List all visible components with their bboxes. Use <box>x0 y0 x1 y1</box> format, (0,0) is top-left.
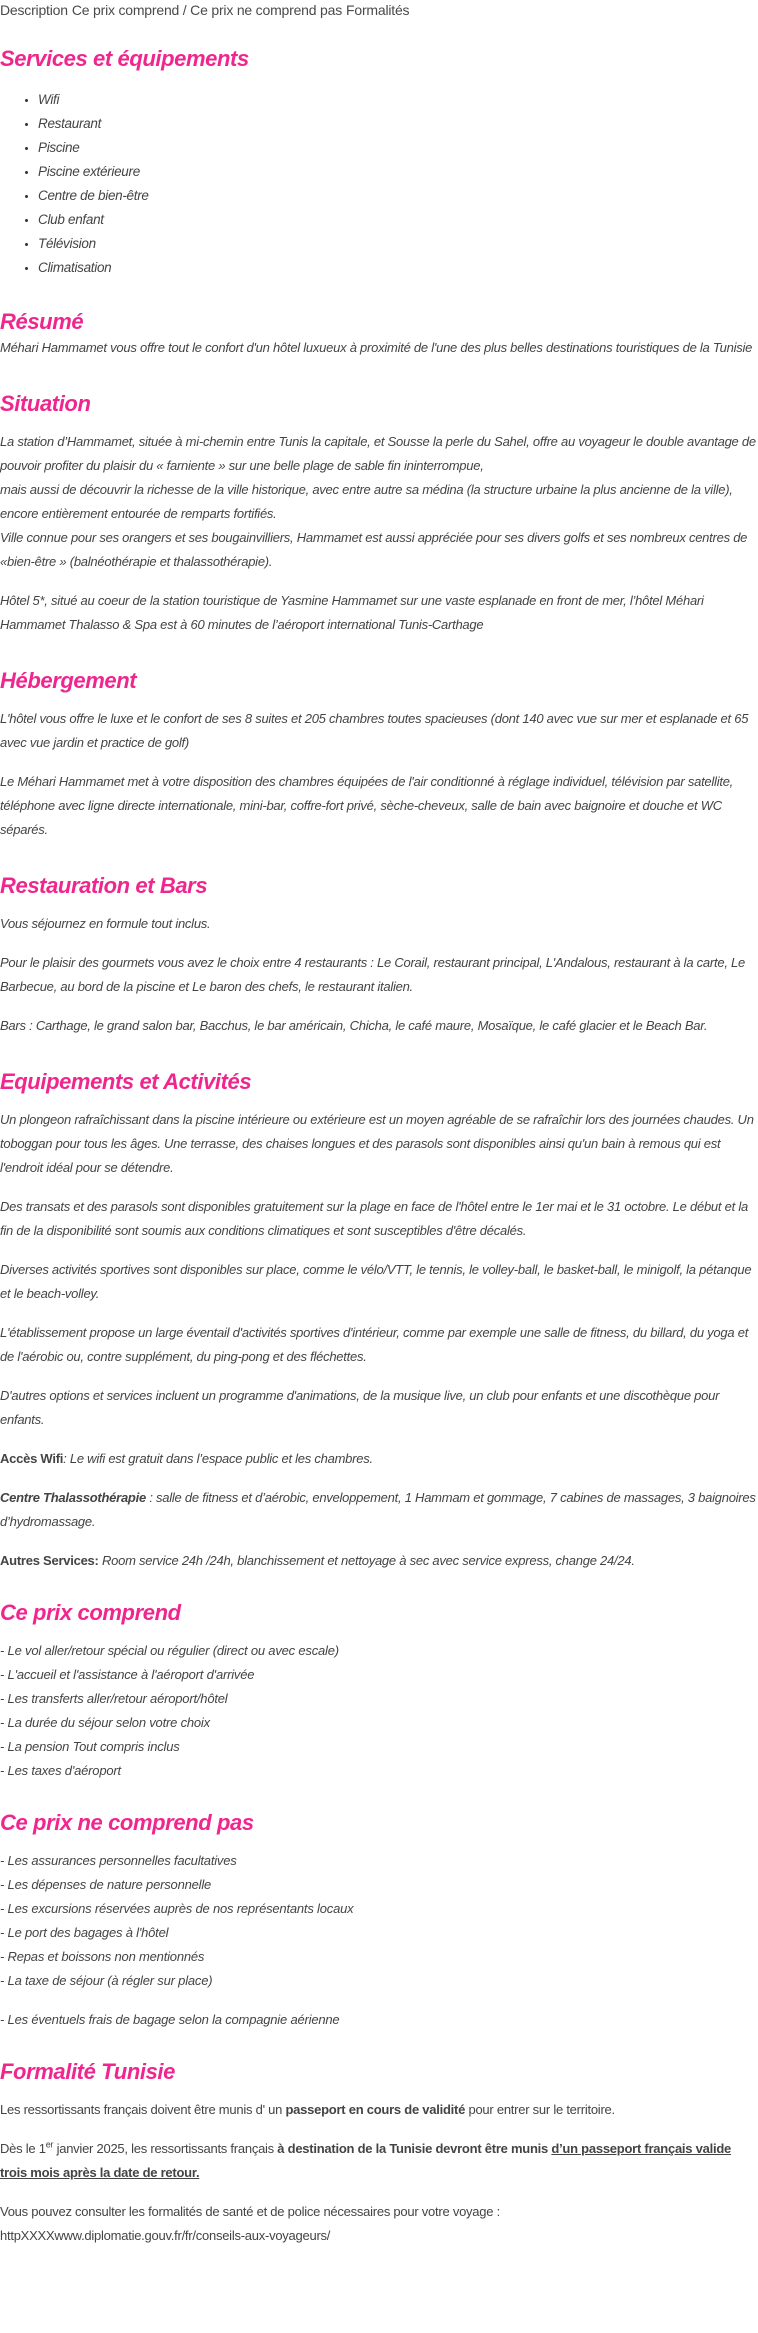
formalite-2025-paragraph: Dès le 1er janvier 2025, les ressortissants français à destination de la Tunisie devront être munis d’un passeport français valide trois mois après la date de retour. <box>0 2139 731 2180</box>
hebergement-paragraph: L'hôtel vous offre le luxe et le confort de ses 8 suites et 205 chambres toutes spacieuses (dont 140 avec vue sur mer et esplanade et 65 avec vue jardin et practice de golf) <box>0 711 749 750</box>
list-item: - Les excursions réservées auprès de nos représentants locaux <box>0 1901 354 1916</box>
restauration-title: Restauration et Bars <box>0 873 208 898</box>
top-nav <box>0 0 756 20</box>
resume-title: Résumé <box>0 309 84 334</box>
service-item: • Piscine extérieure <box>38 160 756 184</box>
restauration-paragraph: Bars : Carthage, le grand salon bar, Bacchus, le bar américain, Chicha, le café maure, Mosaïque, le café glacier et le Beach Bar. <box>0 1018 708 1033</box>
list-item: - L'accueil et l'assistance à l'aéroport d'arrivée <box>0 1667 255 1682</box>
situation-paragraph: La station d’Hammamet, située à mi-chemin entre Tunis la capitale, et Sousse la perle du Sahel, offre au voyageur le double avantage de pouvoir profiter du plaisir du « farniente » sur une belle plage de sable fin ininterrompue, mais aussi de découvrir la richesse de la ville historique, avec entre autre sa médina (la structure urbaine la plus ancienne de la ville), encore entièrement entourée de remparts fortifiés. Ville connue pour ses orangers et ses bougainvilliers, Hammamet est aussi appréciée pour ses divers golfs et ses nombreux centres de «bien-être » (balnéothérapie et thalassothérapie). <box>0 434 756 569</box>
service-item: • Centre de bien-être <box>38 184 756 208</box>
formalite-consult-paragraph: Vous pouvez consulter les formalités de santé et de police nécessaires pour votre voyage : httpXXXXwww.diplomatie.gouv.fr/fr/conseils-aux-voyageurs/ <box>0 2204 500 2243</box>
services-title: Services et équipements <box>0 46 249 71</box>
list-item: - La durée du séjour selon votre choix <box>0 1715 210 1730</box>
activites-paragraph: D'autres options et services incluent un programme d'animations, de la musique live, un club pour enfants et une discothèque pour enfants. <box>0 1388 720 1427</box>
list-item: - La taxe de séjour (à régler sur place) <box>0 1973 213 1988</box>
list-item: - Le vol aller/retour spécial ou régulier (direct ou avec escale) <box>0 1643 339 1658</box>
wifi-label: Accès Wifi <box>0 1451 64 1466</box>
tab-description[interactable]: Description <box>0 2 68 18</box>
list-item: - Les dépenses de nature personnelle <box>0 1877 212 1892</box>
list-item: - Les transferts aller/retour aéroport/hôtel <box>0 1691 228 1706</box>
diplomatie-link[interactable]: httpXXXXwww.diplomatie.gouv.fr/fr/conseils-aux-voyageurs/ <box>0 2228 331 2243</box>
autres-services-label: Autres Services: <box>0 1553 99 1568</box>
activites-paragraph: Un plongeon rafraîchissant dans la piscine intérieure ou extérieure est un moyen agréable de se rafraîchir lors des journées chaudes. Un toboggan pour tous les âges. Une terrasse, des chaises longues et des parasols sont disponibles ainsi qu'un bain à remous qui est l'endroit idéal pour se détendre. <box>0 1112 754 1175</box>
hebergement-paragraph: Le Méhari Hammamet met à votre disposition des chambres équipées de l'air conditionné à réglage individuel, télévision par satellite, téléphone avec ligne directe internationale, mini-bar, coffre-fort privé, sèche-cheveux, salle de bain avec baignoire et douche et WC séparés. <box>0 774 734 837</box>
services-list <box>0 88 756 280</box>
activites-title: Equipements et Activités <box>0 1069 252 1094</box>
list-item: - Le port des bagages à l'hôtel <box>0 1925 169 1940</box>
thalasso-label: Centre Thalassothérapie <box>0 1490 146 1505</box>
comprend-list <box>0 1639 756 1783</box>
ne-comprend-pas-list <box>0 1849 756 2032</box>
activites-paragraph: L'établissement propose un large éventail d'activités sportives d'intérieur, comme par exemple une salle de fitness, du billard, du yoga et de l'aérobic ou, contre supplément, du ping-pong et des fléchettes. <box>0 1325 749 1364</box>
destination-emphasis: à destination de la Tunisie devront être munis <box>277 2141 552 2156</box>
list-item: - Les éventuels frais de bagage selon la compagnie aérienne <box>0 2012 340 2027</box>
wifi-paragraph: Accès Wifi: Le wifi est gratuit dans l’espace public et les chambres. <box>0 1451 373 1466</box>
list-item: - Repas et boissons non mentionnés <box>0 1949 205 1964</box>
list-item: - Les taxes d'aéroport <box>0 1763 121 1778</box>
passport-requirement-emphasis: d’un passeport français valide trois mois après la date de retour. <box>0 2141 731 2180</box>
passport-validity-emphasis: passeport en cours de validité <box>285 2102 466 2117</box>
restauration-paragraph: Pour le plaisir des gourmets vous avez le choix entre 4 restaurants : Le Corail, restaurant principal, L'Andalous, restaurant à la carte, Le Barbecue, au bord de la piscine et Le baron des chefs, le restaurant italien. <box>0 955 745 994</box>
service-item: • Piscine <box>38 136 756 160</box>
service-item: • Club enfant <box>38 208 756 232</box>
ne-comprend-pas-title: Ce prix ne comprend pas <box>0 1810 254 1835</box>
list-item: - Les assurances personnelles facultatives <box>0 1853 237 1868</box>
activites-paragraph: Des transats et des parasols sont disponibles gratuitement sur la plage en face de l'hôtel entre le 1er mai et le 31 octobre. Le début et la fin de la disponibilité sont soumis aux conditions climatiques et sont susceptibles d'être décalés. <box>0 1199 748 1238</box>
situation-title: Situation <box>0 391 91 416</box>
hebergement-title: Hébergement <box>0 668 137 693</box>
resume-text: Méhari Hammamet vous offre tout le confort d'un hôtel luxueux à proximité de l'une des plus belles destinations touristiques de la Tunisie <box>0 340 753 355</box>
tab-formalites[interactable]: Formalités <box>346 2 410 18</box>
service-item: • Climatisation <box>38 256 756 280</box>
activites-paragraph: Diverses activités sportives sont disponibles sur place, comme le vélo/VTT, le tennis, le volley-ball, le basket-ball, le minigolf, la pétanque et le beach-volley. <box>0 1262 752 1301</box>
autres-services-paragraph: Autres Services: Room service 24h /24h, blanchissement et nettoyage à sec avec service express, change 24/24. <box>0 1553 635 1568</box>
thalasso-paragraph: Centre Thalassothérapie : salle de fitness et d’aérobic, enveloppement, 1 Hammam et gommage, 7 cabines de massages, 3 baignoires d’hydromassage. <box>0 1490 756 1529</box>
formalite-title: Formalité Tunisie <box>0 2059 175 2084</box>
restauration-paragraph: Vous séjournez en formule tout inclus. <box>0 916 211 931</box>
comprend-title: Ce prix comprend <box>0 1600 181 1625</box>
situation-hotel-paragraph: Hôtel 5*, situé au coeur de la station touristique de Yasmine Hammamet sur une vaste esplanade en front de mer, l’hôtel Méhari Hammamet Thalasso & Spa est à 60 minutes de l’aéroport international Tunis-Carthage <box>0 593 704 632</box>
service-item: • Wifi <box>38 88 756 112</box>
service-item: • Télévision <box>38 232 756 256</box>
service-item: • Restaurant <box>38 112 756 136</box>
list-item: - La pension Tout compris inclus <box>0 1739 180 1754</box>
formalite-passport-paragraph: Les ressortissants français doivent être munis d' un passeport en cours de validité pour entrer sur le territoire. <box>0 2102 615 2117</box>
tab-ce-prix-comprend[interactable]: Ce prix comprend / Ce prix ne comprend pas <box>71 2 342 18</box>
